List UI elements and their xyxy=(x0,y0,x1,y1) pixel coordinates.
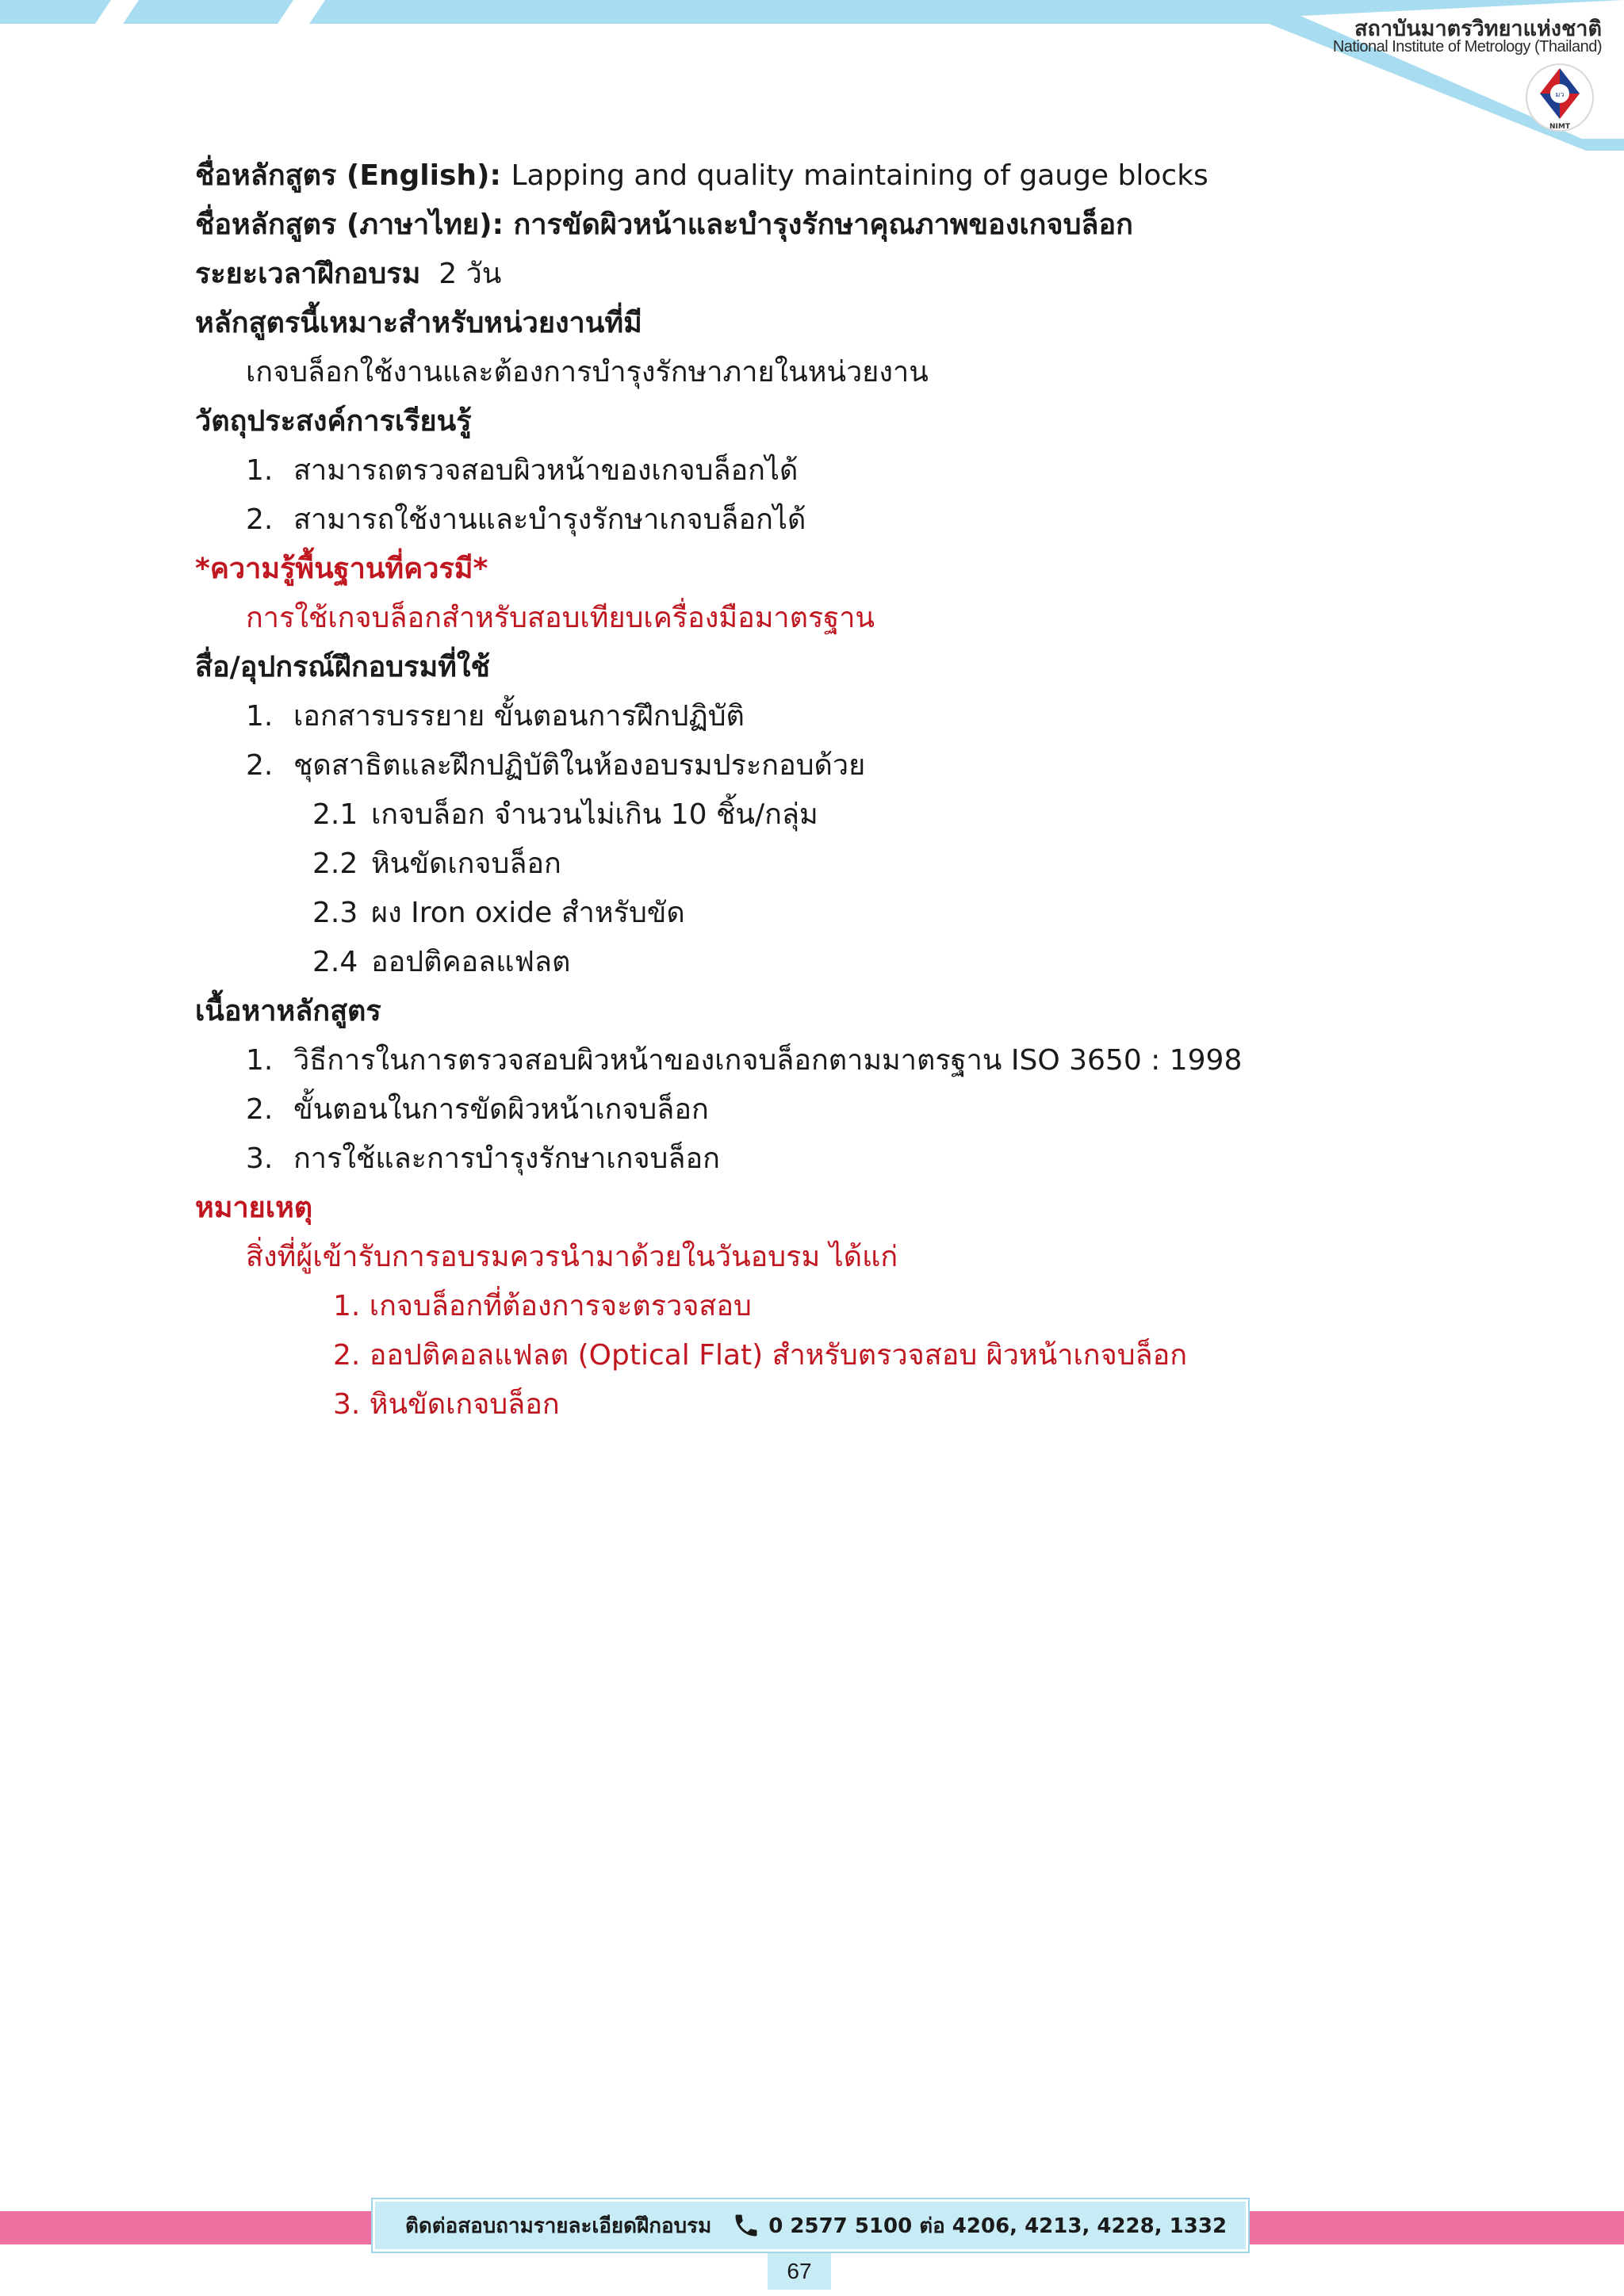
objectives-heading: วัตถุประสงค์การเรียนรู้ xyxy=(195,405,472,438)
objective-text: สามารถตรวจสอบผิวหน้าของเกจบล็อกได้ xyxy=(293,454,799,487)
material-subitem xyxy=(312,894,685,932)
material-subitem xyxy=(312,943,570,982)
material-subitem-number: 2.2 xyxy=(312,848,358,880)
org-name-english: National Institute of Metrology (Thailand) xyxy=(1332,38,1602,55)
objective-number: 1. xyxy=(246,454,274,487)
objective-text: สามารถใช้งานและบำรุงรักษาเกจบล็อกได้ xyxy=(293,503,806,536)
content-number: 3. xyxy=(246,1142,274,1175)
org-name-thai: สถาบันมาตรวิทยาแห่งชาติ xyxy=(1354,17,1602,41)
material-subitem-text: ออปติคอลแฟลต xyxy=(371,946,571,978)
material-text: ชุดสาธิตและฝึกปฏิบัติในห้องอบรมประกอบด้วย xyxy=(293,749,866,782)
note-item: 3. หินขัดเกจบล็อก xyxy=(333,1388,560,1421)
duration-value: 2 วัน xyxy=(439,258,502,290)
material-subitem-text: เกจบล็อก จำนวนไม่เกิน 10 ชิ้น/กลุ่ม xyxy=(371,798,818,831)
course-name-thai-row xyxy=(195,206,1133,244)
material-item xyxy=(246,698,745,736)
contact-label: ติดต่อสอบถามรายละเอียดฝึกอบรม xyxy=(405,2214,712,2238)
note-item: 1. เกจบล็อกที่ต้องการจะตรวจสอบ xyxy=(333,1290,752,1322)
note-item: 2. ออปติคอลแฟลต (Optical Flat) สำหรับตรวจสอบ ผิวหน้าเกจบล็อก xyxy=(333,1339,1188,1372)
material-subitem-number: 2.3 xyxy=(312,897,358,929)
course-name-thai: การขัดผิวหน้าและบำรุงรักษาคุณภาพของเกจบล็อก xyxy=(513,209,1133,241)
page-number: 67 xyxy=(768,2253,831,2290)
logo-mark-text: มว xyxy=(1555,91,1565,99)
prerequisite-heading: *ความรู้พื้นฐานที่ควรมี* xyxy=(195,553,488,585)
materials-heading: สื่อ/อุปกรณ์ฝึกอบรมที่ใช้ xyxy=(195,651,490,683)
material-item xyxy=(246,747,865,785)
course-name-english-row xyxy=(195,157,1208,195)
note-intro: สิ่งที่ผู้เข้ารับการอบรมควรนำมาด้วยในวันอบรม ได้แก่ xyxy=(246,1241,898,1273)
course-name-english-label: ชื่อหลักสูตร (English): xyxy=(195,159,501,192)
material-subitem xyxy=(312,845,561,883)
content-heading: เนื้อหาหลักสูตร xyxy=(195,995,381,1027)
material-subitem xyxy=(312,796,818,834)
prerequisite-text: การใช้เกจบล็อกสำหรับสอบเทียบเครื่องมือมาตรฐาน xyxy=(246,602,875,634)
material-subitem-number: 2.4 xyxy=(312,946,358,978)
content-text: วิธีการในการตรวจสอบผิวหน้าของเกจบล็อกตามมาตรฐาน ISO 3650 : 1998 xyxy=(293,1044,1243,1077)
note-heading: หมายเหตุ xyxy=(195,1192,313,1224)
duration-row xyxy=(195,255,501,293)
material-text: เอกสารบรรยาย ขั้นตอนการฝึกปฏิบัติ xyxy=(293,700,745,733)
material-subitem-text: หินขัดเกจบล็อก xyxy=(371,848,561,880)
material-number: 2. xyxy=(246,749,274,782)
content-text: ขั้นตอนในการขัดผิวหน้าเกจบล็อก xyxy=(293,1093,709,1126)
content-text: การใช้และการบำรุงรักษาเกจบล็อก xyxy=(293,1142,720,1175)
material-subitem-text: ผง Iron oxide สำหรับขัด xyxy=(371,897,685,929)
content-item xyxy=(246,1091,709,1129)
audience-text: เกจบล็อกใช้งานและต้องการบำรุงรักษาภายในหน่วยงาน xyxy=(246,356,929,388)
course-name-english: Lapping and quality maintaining of gauge blocks xyxy=(511,159,1208,192)
audience-heading: หลักสูตรนี้เหมาะสำหรับหน่วยงานที่มี xyxy=(195,307,642,339)
content-item xyxy=(246,1042,1242,1080)
footer-contact-box xyxy=(373,2199,1248,2252)
objective-item xyxy=(246,452,798,490)
objective-item xyxy=(246,501,806,539)
phone-icon xyxy=(732,2211,760,2240)
material-subitem-number: 2.1 xyxy=(312,798,358,831)
content-item xyxy=(246,1140,720,1178)
duration-label: ระยะเวลาฝึกอบรม xyxy=(195,258,421,290)
contact-phone: 0 2577 5100 ต่อ 4206, 4213, 4228, 1332 xyxy=(768,2214,1228,2238)
material-number: 1. xyxy=(246,700,274,733)
course-name-thai-label: ชื่อหลักสูตร (ภาษาไทย): xyxy=(195,209,504,241)
objective-number: 2. xyxy=(246,503,274,536)
nimt-logo xyxy=(1524,62,1595,133)
content-number: 1. xyxy=(246,1044,274,1077)
logo-caption: NIMT xyxy=(1549,123,1570,131)
content-number: 2. xyxy=(246,1093,274,1126)
